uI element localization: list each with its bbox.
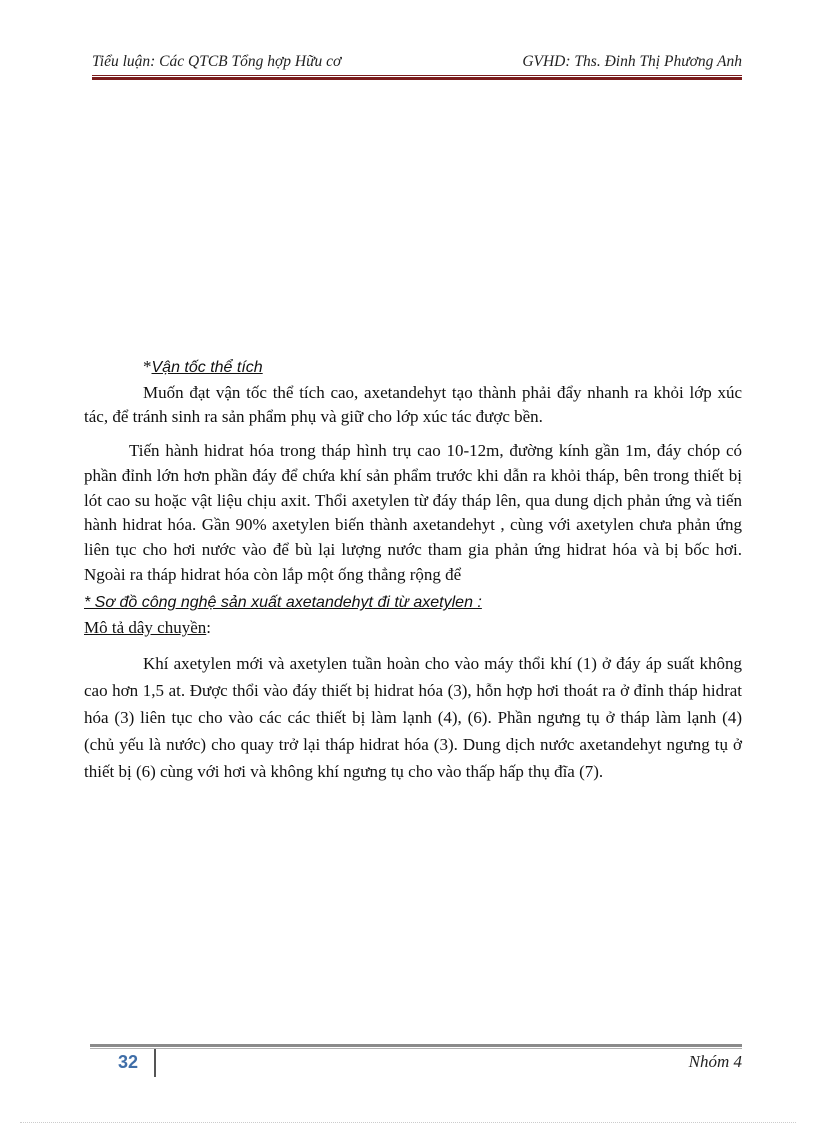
subheading-text: Vận tốc thể tích xyxy=(151,359,263,376)
section-title: * Sơ đồ công nghệ sản xuất axetandehyt đi từ axetylen : xyxy=(84,594,482,612)
header-advisor: GVHD: Ths. Đinh Thị Phương Anh xyxy=(522,53,742,70)
paragraph-1: Muốn đạt vận tốc thể tích cao, axetandehyt tạo thành phải đẩy nhanh ra khỏi lớp xúc tác, để tránh sinh ra sản phẩm phụ và giữ cho lớp xúc tác được bền. xyxy=(84,382,742,427)
footer-group: Nhóm 4 xyxy=(688,1052,742,1071)
subheading xyxy=(84,355,742,381)
header-title: Tiểu luận: Các QTCB Tổng hợp Hữu cơ xyxy=(92,53,342,70)
page-header xyxy=(92,50,742,76)
footer-rule-thin xyxy=(90,1048,742,1049)
footer-rule xyxy=(90,1044,742,1047)
section-label-suffix: : xyxy=(206,618,212,638)
label-line xyxy=(84,616,742,641)
footer-divider xyxy=(154,1049,156,1077)
page-body xyxy=(84,355,742,785)
header-rule-thick xyxy=(92,77,742,80)
header-rule xyxy=(92,75,742,76)
subheading-prefix: * xyxy=(143,357,152,376)
section-label: Mô tả dây chuyền xyxy=(84,618,207,638)
page-number: 32 xyxy=(118,1052,139,1072)
paragraph-2: Tiến hành hidrat hóa trong tháp hình trụ cao 10-12m, đường kính gần 1m, đáy chóp có phần đỉnh lớn hơn phần đáy để chứa khí sản phẩm trước khi dẫn ra khỏi tháp, bên trong thiết bị lót cao su hoặc vật liệu chịu axit. Thổi axetylen từ đáy tháp lên, qua dung dịch phản ứng và tiến hành hidrat hóa. Gần 90% axetylen biến thành axetandehyt , cùng với axetylen chưa phản ứng liên tục cho hơi nước vào để bù lại lượng nước tham gia phản ứng hidrat hóa và bị bốc hơi. Ngoài ra tháp hidrat hóa còn lắp một ống thẳng rộng để xyxy=(84,441,742,584)
paragraph-3: Khí axetylen mới và axetylen tuần hoàn cho vào máy thổi khí (1) ở đáy áp suất không cao hơn 1,5 at. Được thổi vào đáy thiết bị hidrat hóa (3), hỗn hợp hơi thoát ra ở đỉnh tháp hidrat hóa (3) liên tục cho vào các các thiết bị làm lạnh (4), (6). Phần ngưng tụ ở tháp làm lạnh (4) (chủ yếu là nước) cho quay trở lại tháp hidrat hóa (3). Dung dịch nước axetandehyt ngưng tụ ở thiết bị (6) cùng với hơi và không khí ngưng tụ cho vào thấp hấp thụ đĩa (7). xyxy=(84,653,742,781)
